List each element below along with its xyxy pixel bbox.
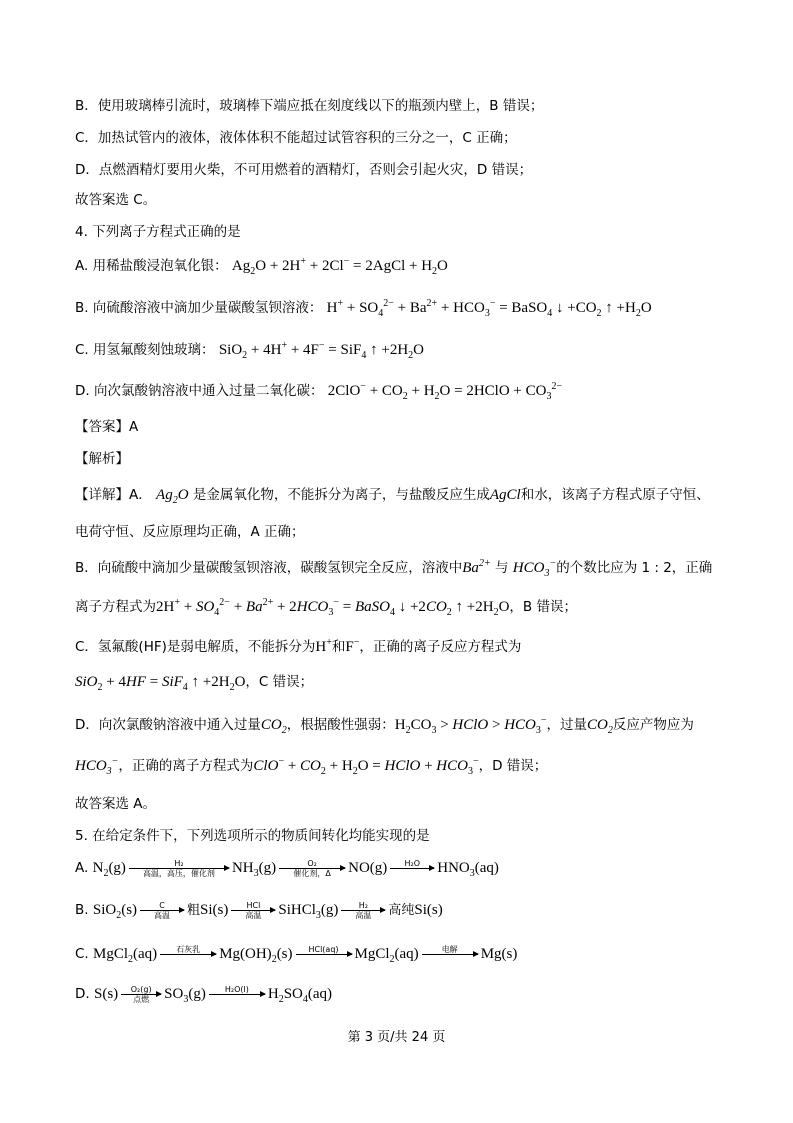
answer-label: 【答案】A [75, 419, 139, 435]
option-d-equation: $2ClO^- + CO_2 + H_2O$ = 2HClO + $CO_3^{2-}$ [327, 381, 563, 402]
option-a-text: A. 用稀盐酸浸泡氧化银： [75, 258, 228, 274]
detail-b-line2: 离子方程式为$2H^+ + SO_4^{2-} + Ba^{2+} + 2HCO_3^-$ = BaSO$_4$ ↓ $+2CO_2$ ↑ $+2H_2O$，B 错误； [75, 597, 577, 618]
detail-d-line1: D．向次氯酸钠溶液中通入过量$CO_2$，根据酸性强弱：$H_2CO_3$ > HClO > $HCO_3^-$，过量$CO_2$反应产物应为 [75, 715, 694, 736]
formula-ba-ion: $Ba^{2+}$ [462, 558, 491, 576]
arrow: HCl(aq) [296, 945, 352, 964]
page-footer: 第 3 页/共 24 页 [347, 1030, 446, 1045]
formula-co2-2: $CO_2$ [587, 717, 613, 736]
q4-option-b [75, 298, 733, 318]
formula-co2: $CO_2$ [260, 717, 287, 736]
formula-f-ion: F− [345, 637, 360, 655]
q4-option-a [75, 256, 733, 276]
q5-option-c: C. MgCl$_2$(aq) 石灰乳 $Mg(OH)_2(s)$ HCl(aq) MgCl$_2$(aq) 电解 Mg(s) [75, 945, 518, 965]
q4-option-c [75, 340, 733, 360]
q5-c-chain: MgCl$_2$(aq) 石灰乳 $Mg(OH)_2(s)$ HCl(aq) MgCl$_2$(aq) 电解 Mg(s) [93, 945, 518, 965]
correct-equation-b: $2H^+ + SO_4^{2-} + Ba^{2+} + 2HCO_3^-$ = BaSO$_4$ ↓ $+2CO_2$ ↑ $+2H_2O$ [156, 597, 510, 618]
detail-a-line1: 【详解】A． $Ag_2O$ 是金属氧化物，不能拆分为离子，与盐酸反应生成AgCl和水，该离子方程式原子守恒、 [75, 487, 710, 506]
detail-b-line1: B．向硫酸中滴加少量碳酸氢钡溶液，碳酸氢钡完全反应，溶液中$Ba^{2+}$ 与 $HCO_3^-$的个数比应为 1 : 2，正确 [75, 558, 713, 579]
option-b-text: B. 向硫酸溶液中滴加少量碳酸氢钡溶液： [75, 300, 323, 316]
q5-option-d: D. S(s) O₂(g) 点燃 $SO_3(g)$ H₂O(l) $H_2SO_4(aq)$ [75, 985, 333, 1005]
formula-hco3-ion: $HCO_3^-$ [512, 558, 557, 579]
arrow: 电解 [422, 945, 478, 964]
q5-a-chain: $N_2(g)$ H₂ 高温，高压，催化剂 $NH_3(g)$ O₂ 催化剂，Δ NO(g) H₂O $HNO_3(aq)$ [92, 859, 499, 879]
correct-equation-d: $ClO^- + CO_2 + H_2O$ = HClO + $HCO_3^-$ [253, 756, 479, 777]
arrow: H₂ 高温 [341, 901, 385, 920]
analysis-label: 【解析】 [75, 451, 129, 467]
arrow: O₂(g) 点燃 [121, 985, 161, 1004]
q4-stem: 4. 下列离子方程式正确的是 [75, 224, 241, 240]
formula-ag2o: $Ag_2O$ [156, 487, 189, 506]
option-c-text: C. 用氢氟酸刻蚀玻璃： [75, 342, 215, 358]
detail-c-line1: C．氢氟酸(HF)是弱电解质，不能拆分为H+和F−，正确的离子反应方程式为 [75, 637, 522, 655]
arrow: C 高温 [140, 901, 184, 920]
q4-conclusion: 故答案选 A。 [75, 796, 157, 812]
option-d-text: D. 向次氯酸钠溶液中通入过量二氧化碳： [75, 383, 324, 399]
arrow: HCl 高温 [231, 901, 275, 920]
detail-c-line2: SiO$_2$ + 4HF = SiF$_4$ ↑ $+2H_2O$，C 错误； [75, 674, 314, 693]
q4-option-d [75, 381, 733, 401]
q3-option-d: D．点燃酒精灯要用火柴，不可用燃着的酒精灯，否则会引起火灾，D 错误； [75, 162, 533, 178]
detail-d-line2: $HCO_3^-$，正确的离子方程式为$ClO^- + CO_2 + H_2O$ = HClO + $HCO_3^-$，D 错误； [75, 756, 548, 777]
detail-a-line2: 电荷守恒、反应原理均正确，A 正确； [75, 524, 305, 540]
acidity-order: $H_2CO_3$ > HClO > $HCO_3^-$ [394, 715, 547, 736]
correct-equation-c: SiO$_2$ + 4HF = SiF$_4$ ↑ $+2H_2O$ [75, 674, 246, 693]
q5-stem: 5. 在给定条件下，下列选项所示的物质间转化均能实现的是 [75, 828, 430, 844]
q3-conclusion: 故答案选 C。 [75, 192, 157, 208]
option-a-equation: $Ag_2O + 2H^+ + 2Cl^-$ = 2AgCl + $H_2O$ [231, 256, 448, 277]
arrow: H₂O [390, 859, 434, 878]
arrow: H₂ 高温，高压，催化剂 [129, 859, 229, 878]
q5-b-chain: SiO$_2$(s) C 高温 粗Si(s) HCl 高温 SiHCl$_3$(g) H₂ 高温 高纯Si(s) [92, 901, 443, 921]
q3-option-b: B．使用玻璃棒引流时，玻璃棒下端应抵在刻度线以下的瓶颈内壁上，B 错误； [75, 98, 544, 114]
q3-option-c: C．加热试管内的液体，液体体积不能超过试管容积的三分之一，C 正确； [75, 130, 517, 146]
arrow: 石灰乳 [160, 945, 216, 964]
q5-option-a: A. $N_2(g)$ H₂ 高温，高压，催化剂 $NH_3(g)$ O₂ 催化剂，Δ NO(g) H₂O $HNO_3(aq)$ [75, 859, 499, 879]
q5-d-chain: S(s) O₂(g) 点燃 $SO_3(g)$ H₂O(l) $H_2SO_4(aq)$ [93, 985, 333, 1005]
formula-agcl: AgCl [489, 487, 521, 503]
q5-option-b: B. SiO$_2$(s) C 高温 粗Si(s) HCl 高温 SiHCl$_3$(g) H₂ 高温 高纯Si(s) [75, 901, 443, 921]
formula-hco3: $HCO_3^-$ [75, 756, 119, 777]
arrow: O₂ 催化剂，Δ [279, 859, 345, 878]
option-c-equation: SiO$_2$ + 4H+ + 4F− = SiF$_4$ ↑ $+2H_2O$ [218, 340, 424, 361]
arrow: H₂O(l) [209, 985, 265, 1004]
option-b-equation: $H^+ + SO_4^{2-} + Ba^{2+} + HCO_3^-$ = BaSO$_4$ ↓ $+CO_2$ ↑ $+H_2O$ [326, 298, 652, 319]
formula-h-ion: H+ [315, 637, 332, 655]
